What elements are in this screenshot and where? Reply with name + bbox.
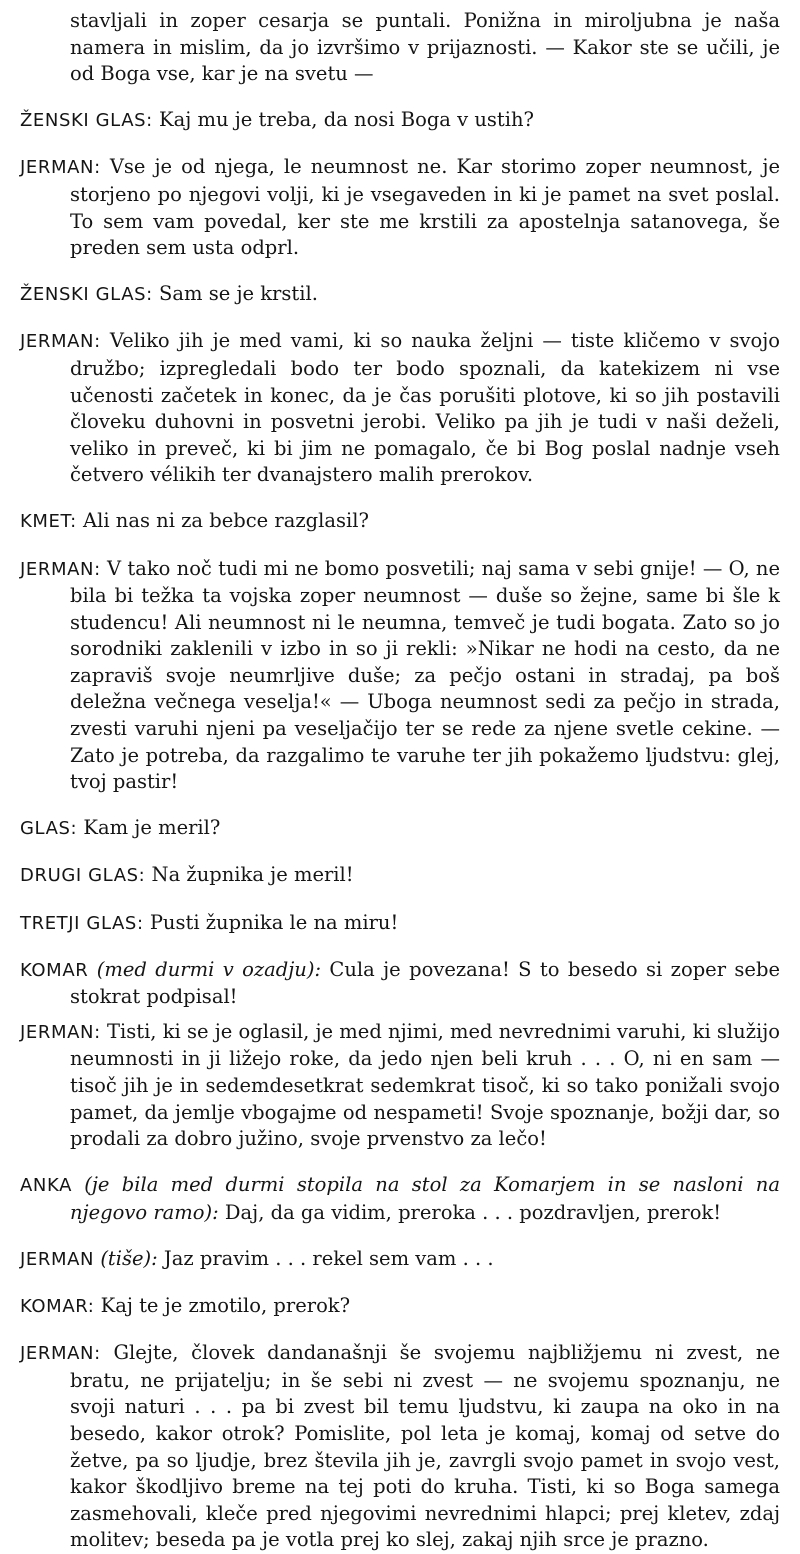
speaker-name: KMET: [20, 511, 77, 533]
dialogue-entry [20, 508, 780, 536]
dialogue-entry [20, 328, 780, 489]
speaker-name: DRUGI GLAS: [20, 865, 146, 887]
dialogue-text: Kam je meril? [83, 816, 221, 840]
dialogue-entry [20, 862, 780, 890]
dialogue-text: stavljali in zoper cesarja se puntali. Ponižna in miroljubna je naša namera in mislim, da jo izvršimo v prijaznosti. — Kakor ste se učili, je od Boga vse, kar je na svetu — [70, 9, 780, 86]
dialogue-text: Ali nas ni za bebce razglasil? [83, 509, 369, 533]
speaker-name: JERMAN: [20, 331, 101, 353]
speaker-name: GLAS: [20, 818, 78, 840]
speaker-name: ŽENSKI GLAS: [20, 110, 153, 132]
dialogue-text: Vse je od njega, le neumnost ne. Kar storimo zoper neumnost, je storjeno po njegovi volji, ki je vsegaveden in ki je pamet na svet poslal. To sem vam povedal, ker ste me krstili za apostelnja satanovega, še preden sem usta odprl. [70, 155, 780, 260]
dialogue-entry [20, 8, 780, 88]
dialogue-text: Jaz pravim . . . rekel sem vam . . . [163, 1246, 494, 1270]
speaker-name: TRETJI GLAS: [20, 912, 144, 934]
dialogue-entry [20, 815, 780, 843]
dialogue-entry [20, 154, 780, 261]
dialogue-entry [20, 107, 780, 135]
dialogue-text: Kaj te je zmotilo, prerok? [100, 1294, 351, 1318]
dialogue-entry [20, 1340, 780, 1554]
dialogue-text: Glejte, človek dandanašnji še svojemu najbližjemu ni zvest, ne bratu, ne prijatelju; in še sebi ni zvest — ne svojemu spoznanju, ne svoji naturi . . . pa bi zvest bil temu ljudstvu, ki zaupa na oko in na besedo, kakor otrok? Pomislite, pol leta je komaj, komaj od setve do žetve, pa so ljudje, brez števila jih je, zavrgli svojo pamet in svojo vest, kakor škodljivo breme na tej poti do kruha. Tisti, ki so Boga samega zasmehovali, kleče pred njegovimi nevrednimi hlapci; prej kletev, zdaj molitev; beseda pa je votla prej ko slej, zakaj njih srce je prazno. [70, 1341, 781, 1552]
stage-direction: (je bila med durmi stopila na stol za Komarjem in se nasloni na njegovo ramo): [70, 1173, 780, 1224]
speaker-name: KOMAR [20, 959, 89, 981]
dialogue-entry [20, 1246, 780, 1274]
dialogue-entry [20, 910, 780, 938]
speaker-name: JERMAN: [20, 1021, 101, 1043]
dialogue-entry [20, 1019, 780, 1153]
dialogue-entry [20, 957, 780, 1011]
dialogue-entry [20, 1172, 780, 1226]
speaker-name: JERMAN: [20, 558, 101, 580]
dialogue-text: Sam se je krstil. [159, 282, 318, 306]
dialogue-text: Kaj mu je treba, da nosi Boga v ustih? [159, 108, 534, 132]
dialogue-text: Veliko jih je med vami, ki so nauka željni — tiste kličemo v svojo družbo; izpregledali bodo ter bodo spoznali, da katekizem ni vse učenosti začetek in konec, da je čas porušiti plotove, ki so jih postavili človeku duhovni in posvetni jerobi. Veliko pa jih je tudi v naši deželi, veliko in preveč, ki bi jim ne pomagalo, če bi Bog poslal nadnje vseh četvero vélikih ter dvanajstero malih prerokov. [70, 329, 780, 487]
dialogue-entry [20, 281, 780, 309]
dialogue-entry [20, 556, 780, 796]
dialogue-text: Na župnika je meril! [151, 863, 354, 887]
dialogue-text: Daj, da ga vidim, preroka . . . pozdravljen, prerok! [224, 1200, 722, 1224]
speaker-name: ŽENSKI GLAS: [20, 284, 153, 306]
dialogue-entry [20, 1293, 780, 1321]
speaker-name: JERMAN: [20, 1343, 101, 1365]
dialogue-text: Cula je povezana! S to besedo si zoper sebe stokrat podpisal! [70, 957, 780, 1009]
speaker-name: JERMAN [20, 1248, 95, 1270]
speaker-name: KOMAR: [20, 1296, 95, 1318]
speaker-name: ANKA [20, 1175, 72, 1197]
dialogue-text: Pusti župnika le na miru! [149, 910, 399, 934]
dialogue-text: V tako noč tudi mi ne bomo posvetili; naj sama v sebi gnije! — O, ne bila bi težka ta vojska zoper neumnost — duše so žejne, same bi šle k studencu! Ali neumnost ni le neumna, temveč je tudi bogata. Zato so jo sorodniki zaklenili v izbo in so ji rekli: »Nikar ne hodi na cesto, da ne zapraviš svoje neumrljive duše; za pečjo ostani in stradaj, pa boš deležna večnega veselja!« — Uboga neumnost sedi za pečjo in strada, zvesti varuhi njeni pa veseljačijo ter se rede za njene svetle cekine. — Zato je potreba, da razgalimo te varuhe ter jih pokažemo ljudstvu: glej, tvoj pastir! [70, 556, 781, 794]
stage-direction: (med durmi v ozadju): [96, 957, 322, 981]
dialogue-text: Tisti, ki se je oglasil, je med njimi, med nevrednimi varuhi, ki služijo neumnosti in ji ližejo roke, da jedo njen beli kruh . . . O, ni en sam — tisoč jih je in sedemdesetkrat sedemkrat tisoč, ki so tako ponižali svojo pamet, da jemlje vbogajme od nespameti! Svoje spoznanje, božji dar, so prodali za dobro južino, svoje prvenstvo za lečo! [70, 1019, 780, 1151]
speaker-name: JERMAN: [20, 157, 101, 179]
stage-direction: (tiše): [100, 1246, 158, 1270]
